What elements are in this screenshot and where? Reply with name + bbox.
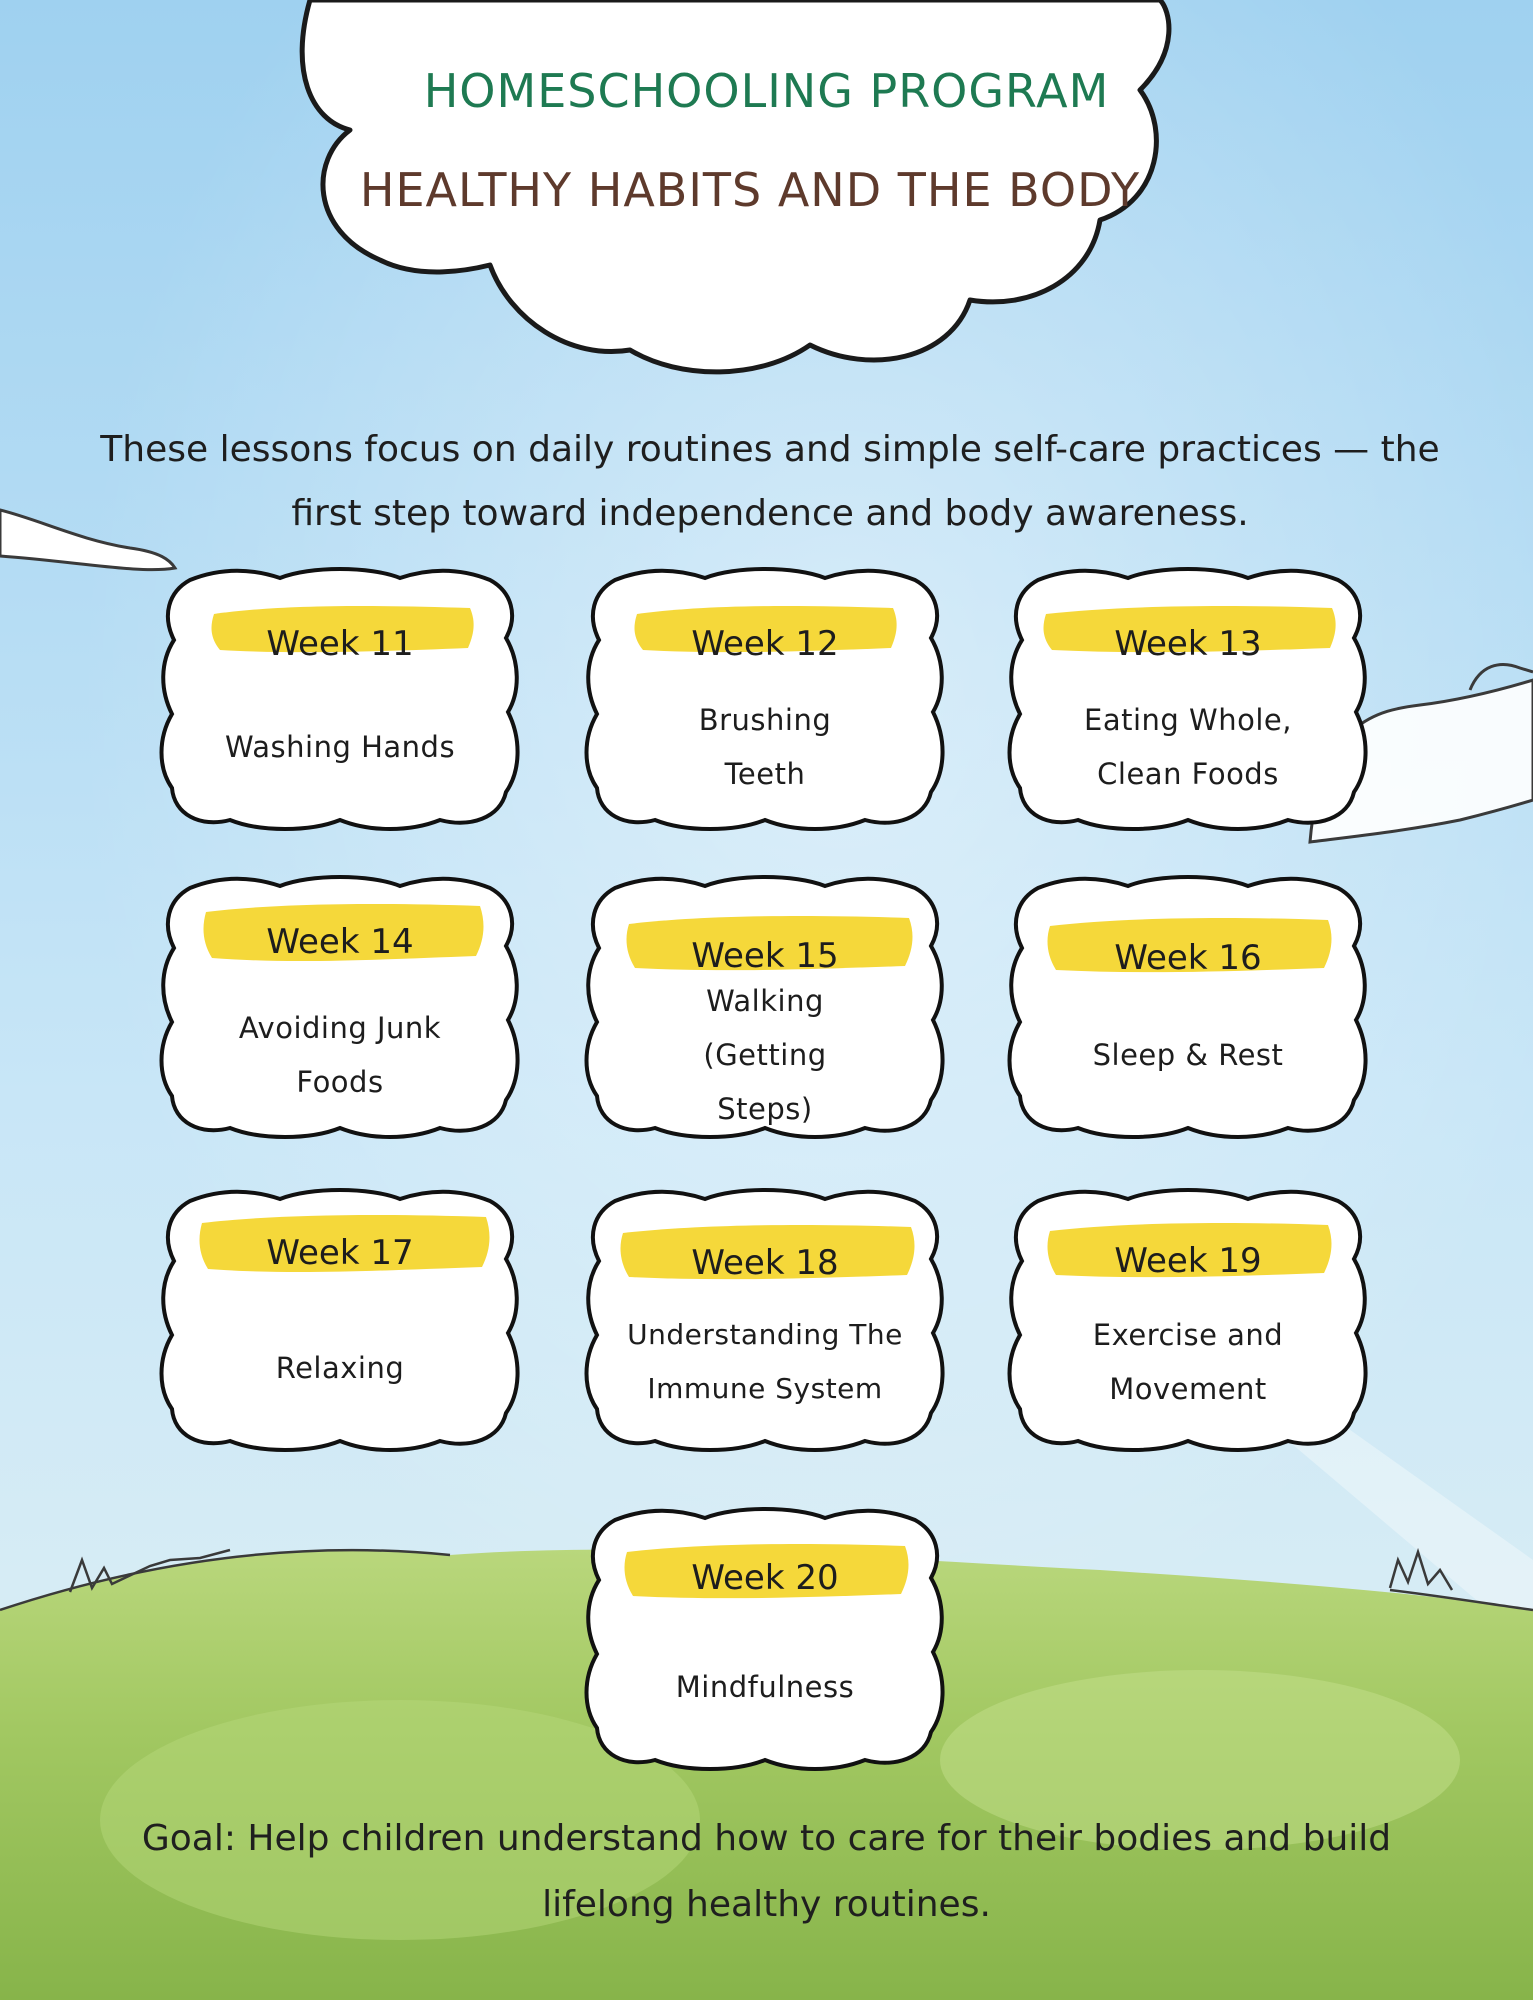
week-label: Week 11 (266, 624, 414, 664)
week-label: Week 14 (266, 922, 414, 962)
week-topic: Eating Whole, Clean Foods (1084, 703, 1292, 791)
week-topic: Brushing Teeth (698, 703, 832, 791)
week-topic: Sleep & Rest (1092, 1038, 1284, 1072)
week-card-14 (150, 870, 530, 1142)
week-label: Week 15 (691, 936, 839, 976)
week-topic: Walking (Getting Steps) (703, 984, 827, 1126)
week-label: Week 16 (1114, 938, 1262, 978)
page-title: HEALTHY HABITS AND THE BODY (359, 163, 1141, 217)
week-topic: Washing Hands (224, 730, 456, 764)
program-title: HOMESCHOOLING PROGRAM (423, 64, 1110, 118)
week-card-17 (150, 1183, 530, 1455)
week-card-18 (575, 1183, 955, 1455)
week-label: Week 20 (691, 1558, 839, 1598)
week-topic: Avoiding Junk Foods (238, 1011, 442, 1099)
week-topic: Exercise and Movement (1092, 1318, 1284, 1406)
week-card-20 (575, 1502, 955, 1774)
week-label: Week 13 (1114, 624, 1262, 664)
week-label: Week 19 (1114, 1241, 1262, 1281)
week-card-12 (575, 562, 955, 834)
week-topic: Relaxing (275, 1351, 405, 1385)
week-card-19 (998, 1183, 1378, 1455)
week-label: Week 17 (266, 1233, 414, 1273)
week-topic: Mindfulness (675, 1670, 855, 1704)
week-card-16 (998, 870, 1378, 1142)
intro-text: These lessons focus on daily routines and simple self-care practices — the first step toward independence and body awareness. (100, 429, 1440, 534)
week-topic: Understanding The Immune System (627, 1318, 903, 1405)
week-label: Week 12 (691, 624, 839, 664)
goal-text: Goal: Help children understand how to care for their bodies and build lifelong healthy routines. (141, 1818, 1392, 1925)
week-card-11 (150, 562, 530, 834)
week-label: Week 18 (691, 1243, 839, 1283)
week-card-15 (575, 870, 955, 1142)
week-card-13 (998, 562, 1378, 834)
